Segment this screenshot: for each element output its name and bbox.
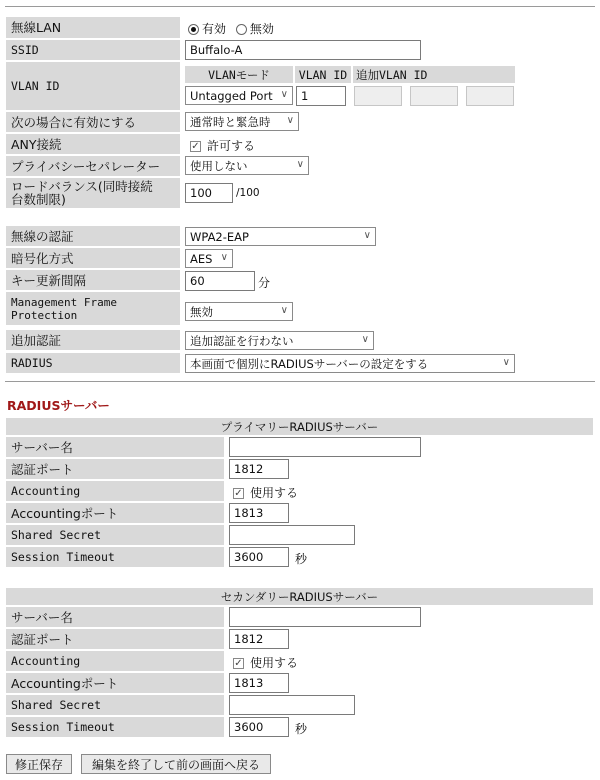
wlan-on-label: 有効 bbox=[202, 22, 227, 36]
secondary-auth-port-label: 認証ポート bbox=[6, 629, 224, 649]
vlan-label: VLAN ID bbox=[6, 62, 180, 110]
secondary-radius-header: セカンダリーRADIUSサーバー bbox=[6, 588, 593, 605]
mfp-label: Management Frame Protection bbox=[6, 292, 180, 325]
primary-secret-input[interactable] bbox=[229, 525, 355, 545]
vlan-id-input[interactable]: 1 bbox=[296, 86, 346, 106]
wlan-radio-group bbox=[188, 20, 274, 37]
loadbalance-label: ロードバランス(同時接続 台数制限) bbox=[6, 178, 180, 208]
any-checkbox[interactable] bbox=[190, 137, 255, 154]
primary-server-input[interactable] bbox=[229, 437, 421, 457]
save-button[interactable]: 修正保存 bbox=[6, 754, 72, 774]
secondary-timeout-label: Session Timeout bbox=[6, 717, 224, 737]
top-divider bbox=[5, 6, 595, 7]
radius-select[interactable]: 本画面で個別にRADIUSサーバーの設定をする ∨ bbox=[185, 354, 515, 373]
vlan-add-input-3 bbox=[466, 86, 514, 106]
radius-section-title: RADIUSサーバー bbox=[7, 398, 110, 413]
secondary-timeout-unit: 秒 bbox=[295, 722, 308, 736]
wlan-off-radio[interactable] bbox=[236, 22, 274, 36]
secondary-server-label: サーバー名 bbox=[6, 607, 224, 627]
chevron-down-icon: ∨ bbox=[280, 89, 288, 100]
vlan-add-header: 追加VLAN ID bbox=[353, 66, 515, 83]
secondary-server-input[interactable] bbox=[229, 607, 421, 627]
primary-acct-port-input[interactable]: 1813 bbox=[229, 503, 289, 523]
loadbalance-input[interactable]: 100 bbox=[185, 183, 233, 203]
any-checkbox-label: 許可する bbox=[207, 139, 256, 153]
primary-accounting-label: Accounting bbox=[6, 481, 224, 501]
vlan-add-input-1 bbox=[354, 86, 402, 106]
key-unit: 分 bbox=[258, 276, 271, 290]
primary-accounting-checkbox-label: 使用する bbox=[250, 486, 299, 500]
secondary-secret-input[interactable] bbox=[229, 695, 355, 715]
auth-label: 無線の認証 bbox=[6, 226, 180, 246]
ssid-label: SSID bbox=[6, 40, 180, 60]
secondary-secret-label: Shared Secret bbox=[6, 695, 224, 715]
primary-timeout-unit: 秒 bbox=[295, 552, 308, 566]
vlan-add-input-2 bbox=[410, 86, 458, 106]
vlan-mode-select[interactable]: Untagged Port ∨ bbox=[185, 86, 293, 105]
primary-timeout-input[interactable]: 3600 bbox=[229, 547, 289, 567]
checkbox-icon: ✓ bbox=[234, 488, 243, 499]
privacy-select[interactable]: 使用しない ∨ bbox=[185, 156, 309, 175]
wlan-off-label: 無効 bbox=[249, 22, 274, 36]
vlan-id-header: VLAN ID bbox=[295, 66, 351, 83]
wlan-on-radio[interactable] bbox=[188, 22, 226, 36]
any-label: ANY接続 bbox=[6, 134, 180, 154]
primary-acct-port-label: Accountingポート bbox=[6, 503, 224, 523]
chevron-down-icon: ∨ bbox=[502, 357, 510, 368]
secondary-accounting-checkbox-label: 使用する bbox=[250, 656, 299, 670]
secondary-accounting-label: Accounting bbox=[6, 651, 224, 671]
chevron-down-icon: ∨ bbox=[296, 159, 304, 170]
primary-secret-label: Shared Secret bbox=[6, 525, 224, 545]
section-divider bbox=[5, 381, 595, 382]
chevron-down-icon: ∨ bbox=[361, 334, 369, 345]
enc-select[interactable]: AES ∨ bbox=[185, 249, 233, 268]
primary-auth-port-input[interactable]: 1812 bbox=[229, 459, 289, 479]
key-label: キー更新間隔 bbox=[6, 270, 180, 290]
primary-radius-header: プライマリーRADIUSサーバー bbox=[6, 418, 593, 435]
secondary-acct-port-label: Accountingポート bbox=[6, 673, 224, 693]
enable-when-label: 次の場合に有効にする bbox=[6, 112, 180, 132]
secondary-timeout-input[interactable]: 3600 bbox=[229, 717, 289, 737]
chevron-down-icon: ∨ bbox=[363, 230, 371, 241]
auth-select[interactable]: WPA2-EAP ∨ bbox=[185, 227, 376, 246]
chevron-down-icon: ∨ bbox=[286, 115, 294, 126]
back-button[interactable]: 編集を終了して前の画面へ戻る bbox=[81, 754, 271, 774]
secondary-acct-port-input[interactable]: 1813 bbox=[229, 673, 289, 693]
checkbox-icon: ✓ bbox=[234, 658, 243, 669]
enc-label: 暗号化方式 bbox=[6, 248, 180, 268]
checkbox-icon: ✓ bbox=[191, 141, 200, 152]
primary-timeout-label: Session Timeout bbox=[6, 547, 224, 567]
chevron-down-icon: ∨ bbox=[220, 252, 228, 263]
extra-auth-label: 追加認証 bbox=[6, 330, 180, 350]
mfp-select[interactable]: 無効 ∨ bbox=[185, 302, 293, 321]
wlan-label: 無線LAN bbox=[6, 17, 180, 38]
ssid-input[interactable]: Buffalo-A bbox=[185, 40, 421, 60]
secondary-auth-port-input[interactable]: 1812 bbox=[229, 629, 289, 649]
loadbalance-suffix: /100 bbox=[236, 187, 260, 199]
extra-auth-select[interactable]: 追加認証を行わない ∨ bbox=[185, 331, 374, 350]
secondary-accounting-checkbox[interactable] bbox=[233, 654, 298, 671]
radius-label: RADIUS bbox=[6, 353, 180, 373]
chevron-down-icon: ∨ bbox=[280, 305, 288, 316]
primary-server-label: サーバー名 bbox=[6, 437, 224, 457]
primary-accounting-checkbox[interactable] bbox=[233, 484, 298, 501]
vlan-mode-header: VLANモード bbox=[185, 66, 293, 83]
privacy-label: プライバシーセパレーター bbox=[6, 156, 180, 176]
primary-auth-port-label: 認証ポート bbox=[6, 459, 224, 479]
enable-when-select[interactable]: 通常時と緊急時 ∨ bbox=[185, 112, 299, 131]
key-input[interactable]: 60 bbox=[185, 271, 255, 291]
